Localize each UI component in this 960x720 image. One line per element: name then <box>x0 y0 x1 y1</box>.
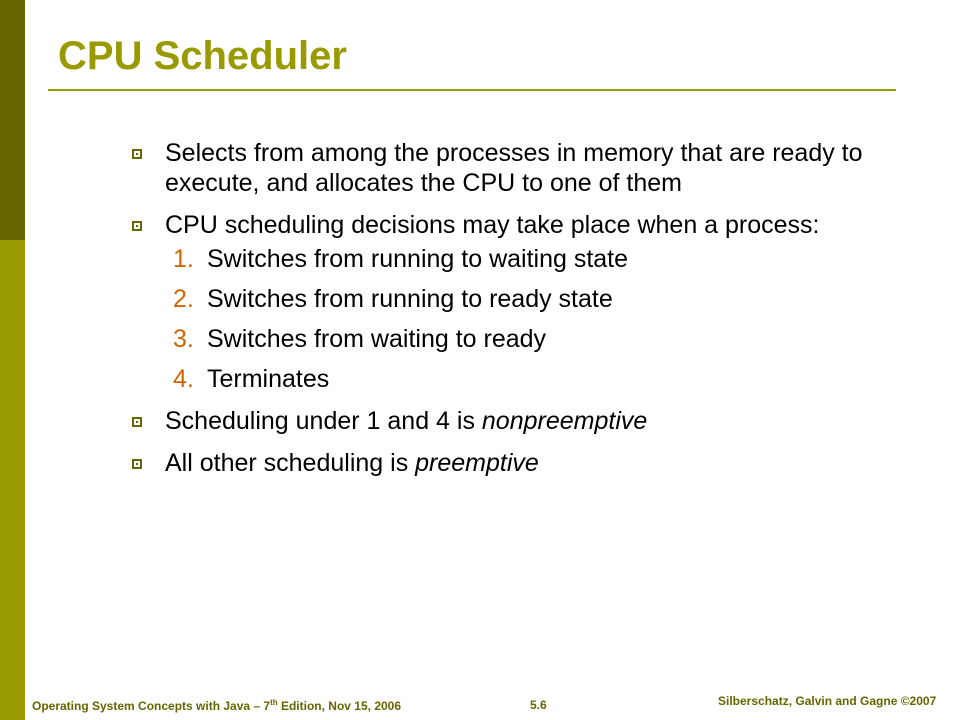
title-underline <box>48 89 896 91</box>
bullet-item <box>130 406 900 436</box>
sub-item-number: 4. <box>173 365 194 393</box>
footer-page-number: 5.6 <box>530 698 547 712</box>
bullet-item <box>130 138 900 198</box>
sub-item-text: Terminates <box>207 365 330 393</box>
footer-copyright: Silberschatz, Galvin and Gagne ©2007 <box>718 694 937 708</box>
square-bullet-icon <box>132 417 142 427</box>
bullet-text: All other scheduling is <box>165 449 416 477</box>
left-accent-bar-middle <box>0 240 25 480</box>
sub-list-item <box>165 324 900 354</box>
square-bullet-icon <box>132 459 142 469</box>
sub-item-text: Switches from waiting to ready <box>207 325 547 353</box>
sub-item-text: Switches from running to ready state <box>207 285 613 313</box>
sub-item-number: 3. <box>173 325 194 353</box>
bullet-emphasis: nonpreemptive <box>481 407 648 435</box>
bullet-item <box>130 448 900 478</box>
sub-item-number: 2. <box>173 285 194 313</box>
bullet-item <box>130 210 900 394</box>
square-bullet-icon <box>132 149 142 159</box>
footer-title-suffix: Edition, Nov 15, 2006 <box>277 699 402 713</box>
left-accent-bar-bottom <box>0 480 25 720</box>
footer-title-text: Operating System Concepts with Java – 7 <box>32 699 271 713</box>
sub-list-item <box>165 364 900 394</box>
square-bullet-icon <box>132 221 142 231</box>
footer-course-title <box>32 698 401 713</box>
bullet-text: Selects from among the processes in memory that are ready to execute, and allocates the CPU to one of them <box>165 139 863 197</box>
bullet-text: CPU scheduling decisions may take place when a process: <box>165 211 820 239</box>
footer-title-superscript: th <box>270 698 278 707</box>
sub-list-item <box>165 244 900 274</box>
bullet-emphasis: preemptive <box>415 449 539 477</box>
left-accent-bar-top <box>0 0 25 240</box>
sub-item-number: 1. <box>173 245 194 273</box>
sub-item-text: Switches from running to waiting state <box>207 245 629 273</box>
slide-title: CPU Scheduler <box>58 34 347 78</box>
bullet-list <box>130 138 900 490</box>
sub-list-item <box>165 284 900 314</box>
bullet-text: Scheduling under 1 and 4 is <box>165 407 482 435</box>
numbered-sub-list <box>165 244 900 394</box>
